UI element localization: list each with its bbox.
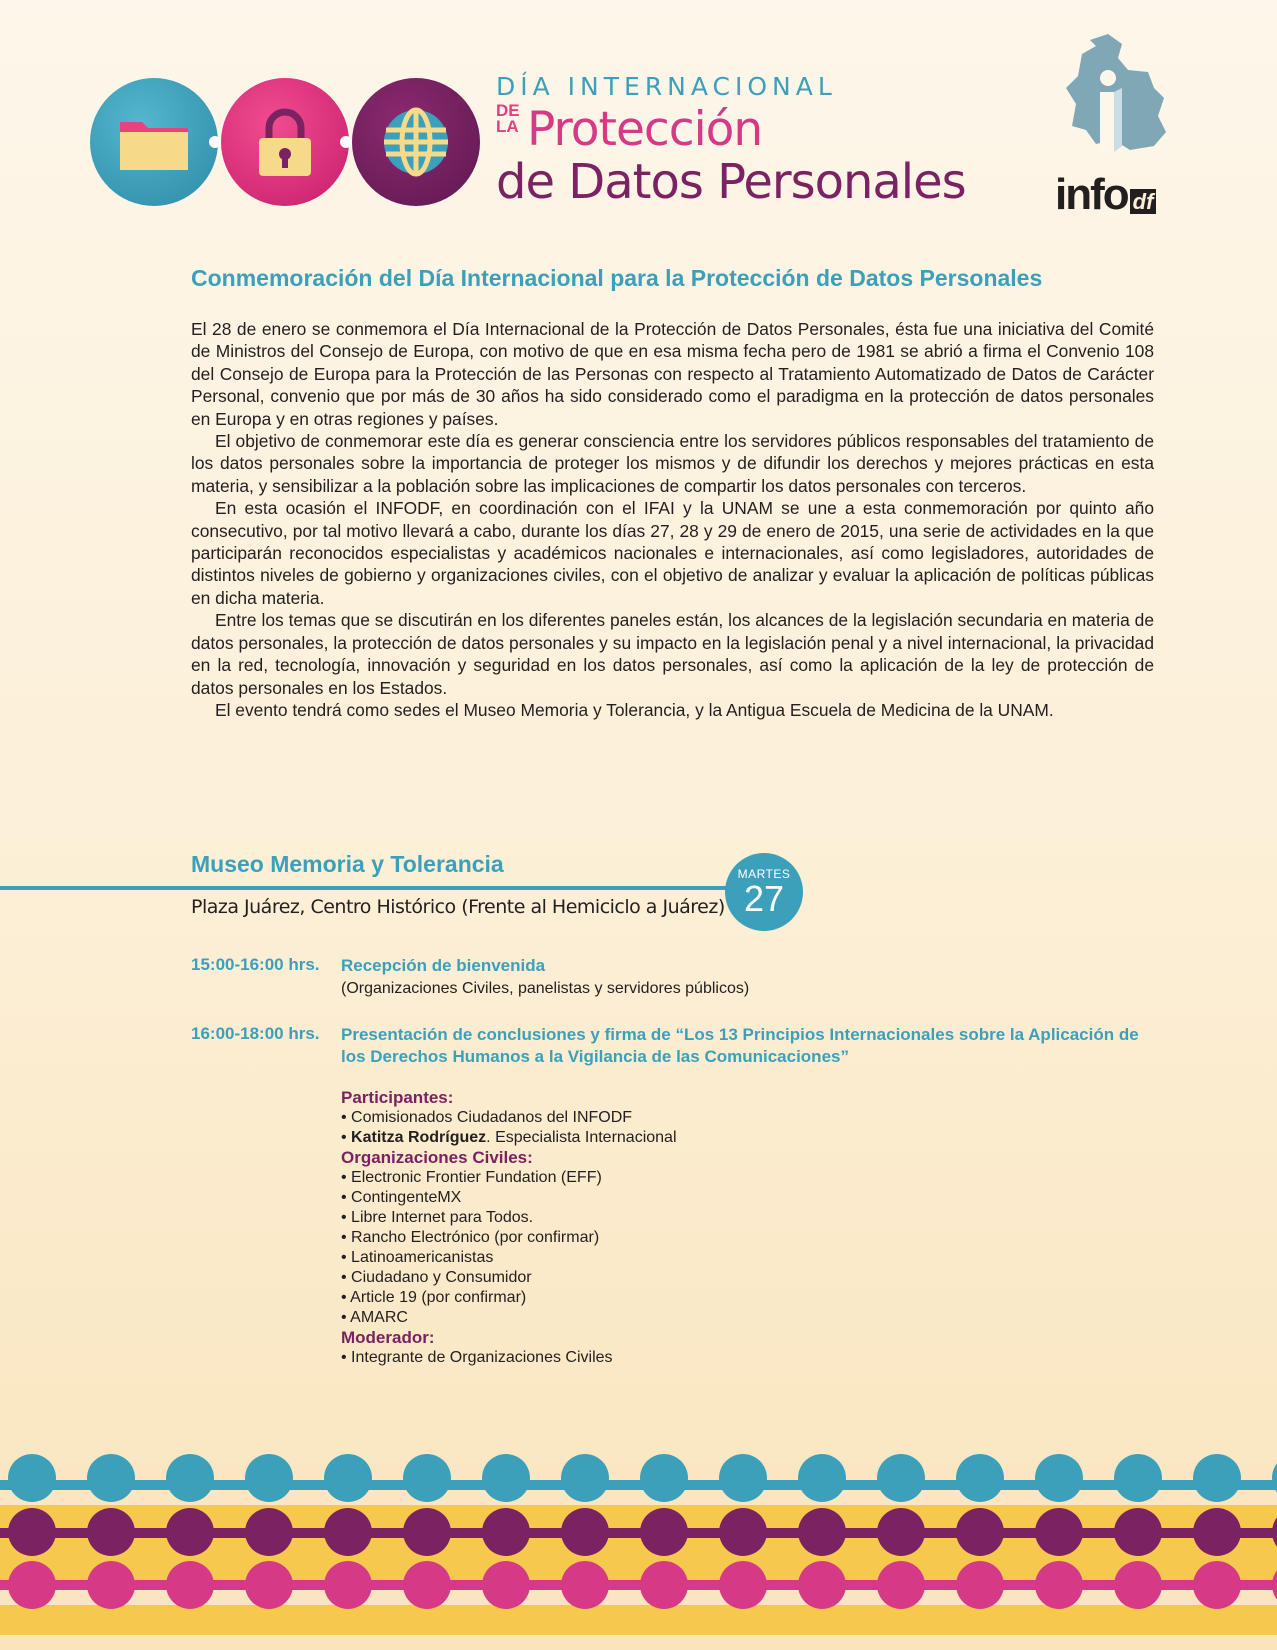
participants-heading: Participantes: [341,1088,454,1107]
connector-dot [340,136,352,148]
decor-dot [8,1454,56,1502]
date-badge [725,853,803,931]
decor-dot [87,1454,135,1502]
decor-dot [482,1454,530,1502]
list-item: • AMARC [341,1308,677,1328]
decor-dot [482,1508,530,1556]
decor-dot [561,1454,609,1502]
decor-dot [245,1508,293,1556]
list-item: • Rancho Electrónico (por confirmar) [341,1228,677,1248]
decor-dot [403,1508,451,1556]
list-item: • Article 19 (por confirmar) [341,1288,677,1308]
schedule-time: 16:00-18:00 hrs. [191,1024,320,1043]
list-item: • Integrante de Organizaciones Civiles [341,1348,677,1368]
decor-dot [798,1561,846,1609]
list-item: • Katitza Rodríguez. Especialista Internacional [341,1128,677,1148]
schedule-subtitle: (Organizaciones Civiles, panelistas y servidores públicos) [341,980,750,997]
decor-dot [956,1454,1004,1502]
infodf-logo: info df [1055,170,1156,220]
decor-dot [324,1454,372,1502]
decor-dot [87,1508,135,1556]
connector-dot [209,136,221,148]
dot-band [0,1605,1277,1635]
decor-dot [1272,1454,1277,1502]
schedule-title: Recepción de bienvenida [341,956,546,975]
decor-dot [324,1561,372,1609]
decor-dot [403,1561,451,1609]
decor-dot [561,1561,609,1609]
decor-dot [1035,1561,1083,1609]
folder-circle [90,78,218,206]
decor-dot [482,1561,530,1609]
padlock-icon [245,102,325,182]
title-line1: DÍA INTERNACIONAL [496,72,837,101]
decor-dot [166,1508,214,1556]
orgs-heading: Organizaciones Civiles: [341,1148,533,1167]
venue-address: Plaza Juárez, Centro Histórico (Frente al Hemiciclo a Juárez) [191,896,725,918]
decor-dot [561,1508,609,1556]
decor-dot [1114,1561,1162,1609]
decor-dot [324,1508,372,1556]
moderator-heading: Moderador: [341,1328,435,1347]
decor-dot [640,1561,688,1609]
decor-dot [719,1561,767,1609]
schedule-time: 15:00-16:00 hrs. [191,955,320,974]
schedule-title: Presentación de conclusiones y firma de “Los 13 Principios Internacionales sobre la Aplicación de los Derechos Humanos a la Vigilancia de las Comunicaciones” [341,1025,1139,1066]
decor-dot [640,1508,688,1556]
decor-dot [640,1454,688,1502]
paragraph: El 28 de enero se conmemora el Día Internacional de la Protección de Datos Personales, ésta fue una iniciativa del Comité de Ministros del Consejo de Europa, con motivo de que en esa misma fecha pero de 1981 se abrió a firma el Convenio 108 del Consejo de Europa para la Protección de las Personas con respecto al Tratamiento Automatizado de Datos de Carácter Personal, convenio que por más de 30 años ha sido considerado como el paradigma en la protección de datos personales en Europa y en otras regiones y países. [191,319,1154,429]
paragraph: El objetivo de conmemorar este día es generar consciencia entre los servidores públicos responsables del tratamiento de los datos personales sobre la importancia de proteger los mismos y de difundir los derechos y mejores prácticas en esta materia, y sensibilizar a la población sobre las implicaciones de compartir los datos personales con terceros. [191,431,1154,496]
list-item: • Ciudadano y Consumidor [341,1268,677,1288]
decor-dot [1193,1508,1241,1556]
date-day: MARTES [737,867,791,881]
article-title: Conmemoración del Día Internacional para la Protección de Datos Personales [191,265,1043,291]
list-item: • Libre Internet para Todos. [341,1208,677,1228]
paragraph: En esta ocasión el INFODF, en coordinación con el IFAI y la UNAM se une a esta conmemoración por quinto año consecutivo, por tal motivo llevará a cabo, durante los días 27, 28 y 29 de enero de 2015, una serie de actividades en la que participarán reconocidos especialistas y académicos nacionales e internacionales, así como legisladores, autoridades de distintos niveles de gobierno y organizaciones civiles, con el objetivo de analizar y evaluar la aplicación de políticas públicas en dicha materia. [191,498,1154,608]
decor-dot [877,1508,925,1556]
decor-dot [403,1454,451,1502]
decor-dot [1193,1561,1241,1609]
title-line2: Protección [527,102,763,157]
decor-dot [877,1561,925,1609]
decor-dot [245,1454,293,1502]
list-item: • Electronic Frontier Fundation (EFF) [341,1168,677,1188]
event-title-logo [496,72,966,210]
decor-dot [8,1508,56,1556]
header-banner [0,0,1277,230]
decor-dot [1114,1454,1162,1502]
decor-dot [8,1561,56,1609]
decor-dot [956,1508,1004,1556]
decor-dot [1114,1508,1162,1556]
decor-dot [798,1454,846,1502]
title-line3: de Datos Personales [496,154,966,210]
decor-dot [798,1508,846,1556]
list-item: • Latinoamericanistas [341,1248,677,1268]
decor-dot [877,1454,925,1502]
paragraph: Entre los temas que se discutirán en los diferentes paneles están, los alcances de la legislación secundaria en materia de datos personales, la protección de datos personales y su impacto en la legislación penal y a nivel internacional, la privacidad en la red, tecnología, innovación y seguridad en los datos personales, así como la aplicación de la ley de protección de datos personales en los Estados. [191,610,1154,698]
decorative-dot-pattern [0,1430,1277,1650]
decor-dot [87,1561,135,1609]
padlock-circle [221,78,349,206]
article-body [191,318,1154,721]
paragraph: El evento tendrá como sedes el Museo Memoria y Tolerancia, y la Antigua Escuela de Medicina de la UNAM. [215,699,1054,720]
list-item: • Comisionados Ciudadanos del INFODF [341,1108,677,1128]
list-item: • ContingenteMX [341,1188,677,1208]
decor-dot [1035,1454,1083,1502]
title-de-la: DE LA [496,101,520,136]
decor-dot [166,1561,214,1609]
decor-dot [245,1561,293,1609]
date-number: 27 [743,878,785,919]
decor-dot [1035,1508,1083,1556]
decor-dot [1193,1454,1241,1502]
globe-circle [352,78,480,206]
decor-dot [956,1561,1004,1609]
folder-icon [114,102,194,182]
participants-list [341,1088,677,1368]
venue-divider [0,886,735,890]
decor-dot [719,1454,767,1502]
decor-dot [719,1508,767,1556]
globe-icon [376,102,456,182]
venue-name: Museo Memoria y Tolerancia [191,851,504,877]
decor-dot [166,1454,214,1502]
